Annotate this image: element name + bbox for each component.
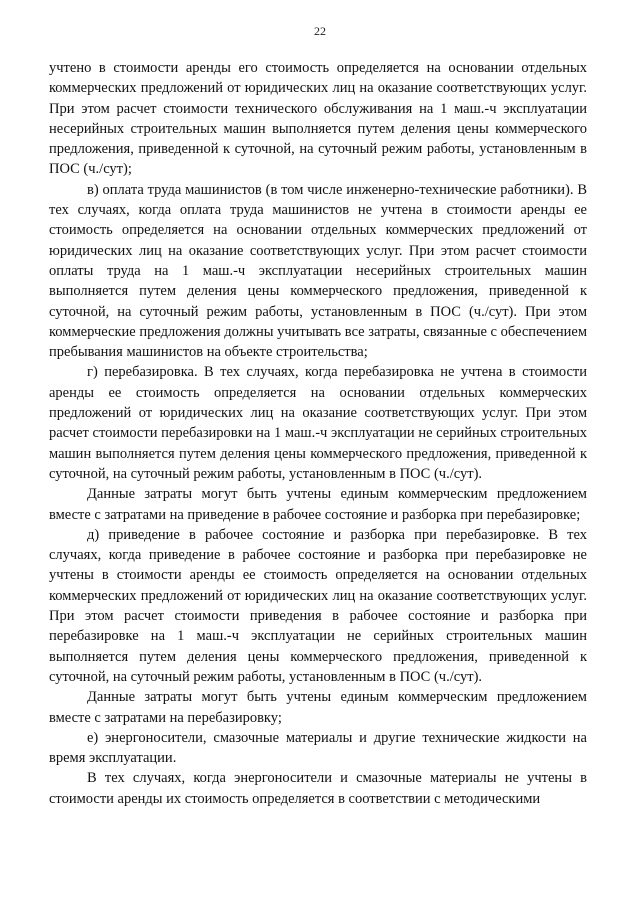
paragraph-energy-cost: В тех случаях, когда энергоносители и смазочные материалы не учтены в стоимости аренды их стоимость определяется в соответствии с методическими [49,770,587,807]
page-number: 22 [314,24,326,38]
paragraph-operator-wages: в) оплата труда машинистов (в том числе инженерно-технические работники). В тех случаях, когда оплата труда машинистов не учтена в стоимости аренды ее стоимость определяется на основании отдельных коммерческих предложений от юридических лиц на оказание соответствующих услуг. При этом расчет стоимости оплаты труда на 1 маш.-ч эксплуатации несерийных строительных машин выполняется путем деления цены коммерческого предложения, приведенной к суточной, на суточный режим работы, установленным в ПОС (ч./сут). При этом коммерческие предложения должны учитывать все затраты, связанные с обеспечением пребывания машинистов на объекте строительства; [49,181,587,361]
paragraph-relocation: г) перебазировка. В тех случаях, когда перебазировка не учтена в стоимости аренды ее стоимость определяется на основании отдельных коммерческих предложений от юридических лиц на оказание соответствующих услуг. При этом расчет стоимости перебазировки на 1 маш.-ч эксплуатации не серийных строительных машин выполняется путем деления цены коммерческого предложения, приведенной к суточной, на суточный режим работы, установленным в ПОС (ч./сут). [49,364,587,482]
paragraph-setup-dismantling: д) приведение в рабочее состояние и разборка при перебазировке. В тех случаях, когда приведение в рабочее состояние и разборка при перебазировке не учтены в стоимости аренды ее стоимость определяется на основании отдельных коммерческих предложений от юридических лиц на оказание соответствующих услуг. При этом расчет стоимости приведения в рабочее состояние и разборка при перебазировке на 1 маш.-ч эксплуатации не серийных строительных машин выполняется путем деления цены коммерческого предложения, приведенной к суточной, на суточный режим работы, установленным в ПОС (ч./сут). [49,526,587,685]
paragraph-setup-note: Данные затраты могут быть учтены единым коммерческим предложением вместе с затратами на перебазировку; [49,689,587,726]
paragraph-relocation-note: Данные затраты могут быть учтены единым коммерческим предложением вместе с затратами на приведение в рабочее состояние и разборка при перебазировке; [49,486,587,523]
body-text [49,58,587,809]
paragraph-energy-lubricants: е) энергоносители, смазочные материалы и другие технические жидкости на время эксплуатации. [49,729,587,767]
paragraph-continuation: учтено в стоимости аренды его стоимость определяется на основании отдельных коммерческих предложений от юридических лиц на оказание соответствующих услуг. При этом расчет стоимости технического обслуживания на 1 маш.-ч эксплуатации несерийных строительных машин выполняется путем деления цены коммерческого предложения, приведенной к суточной, на суточный режим работы, установленным в ПОС (ч./сут); [49,60,587,178]
